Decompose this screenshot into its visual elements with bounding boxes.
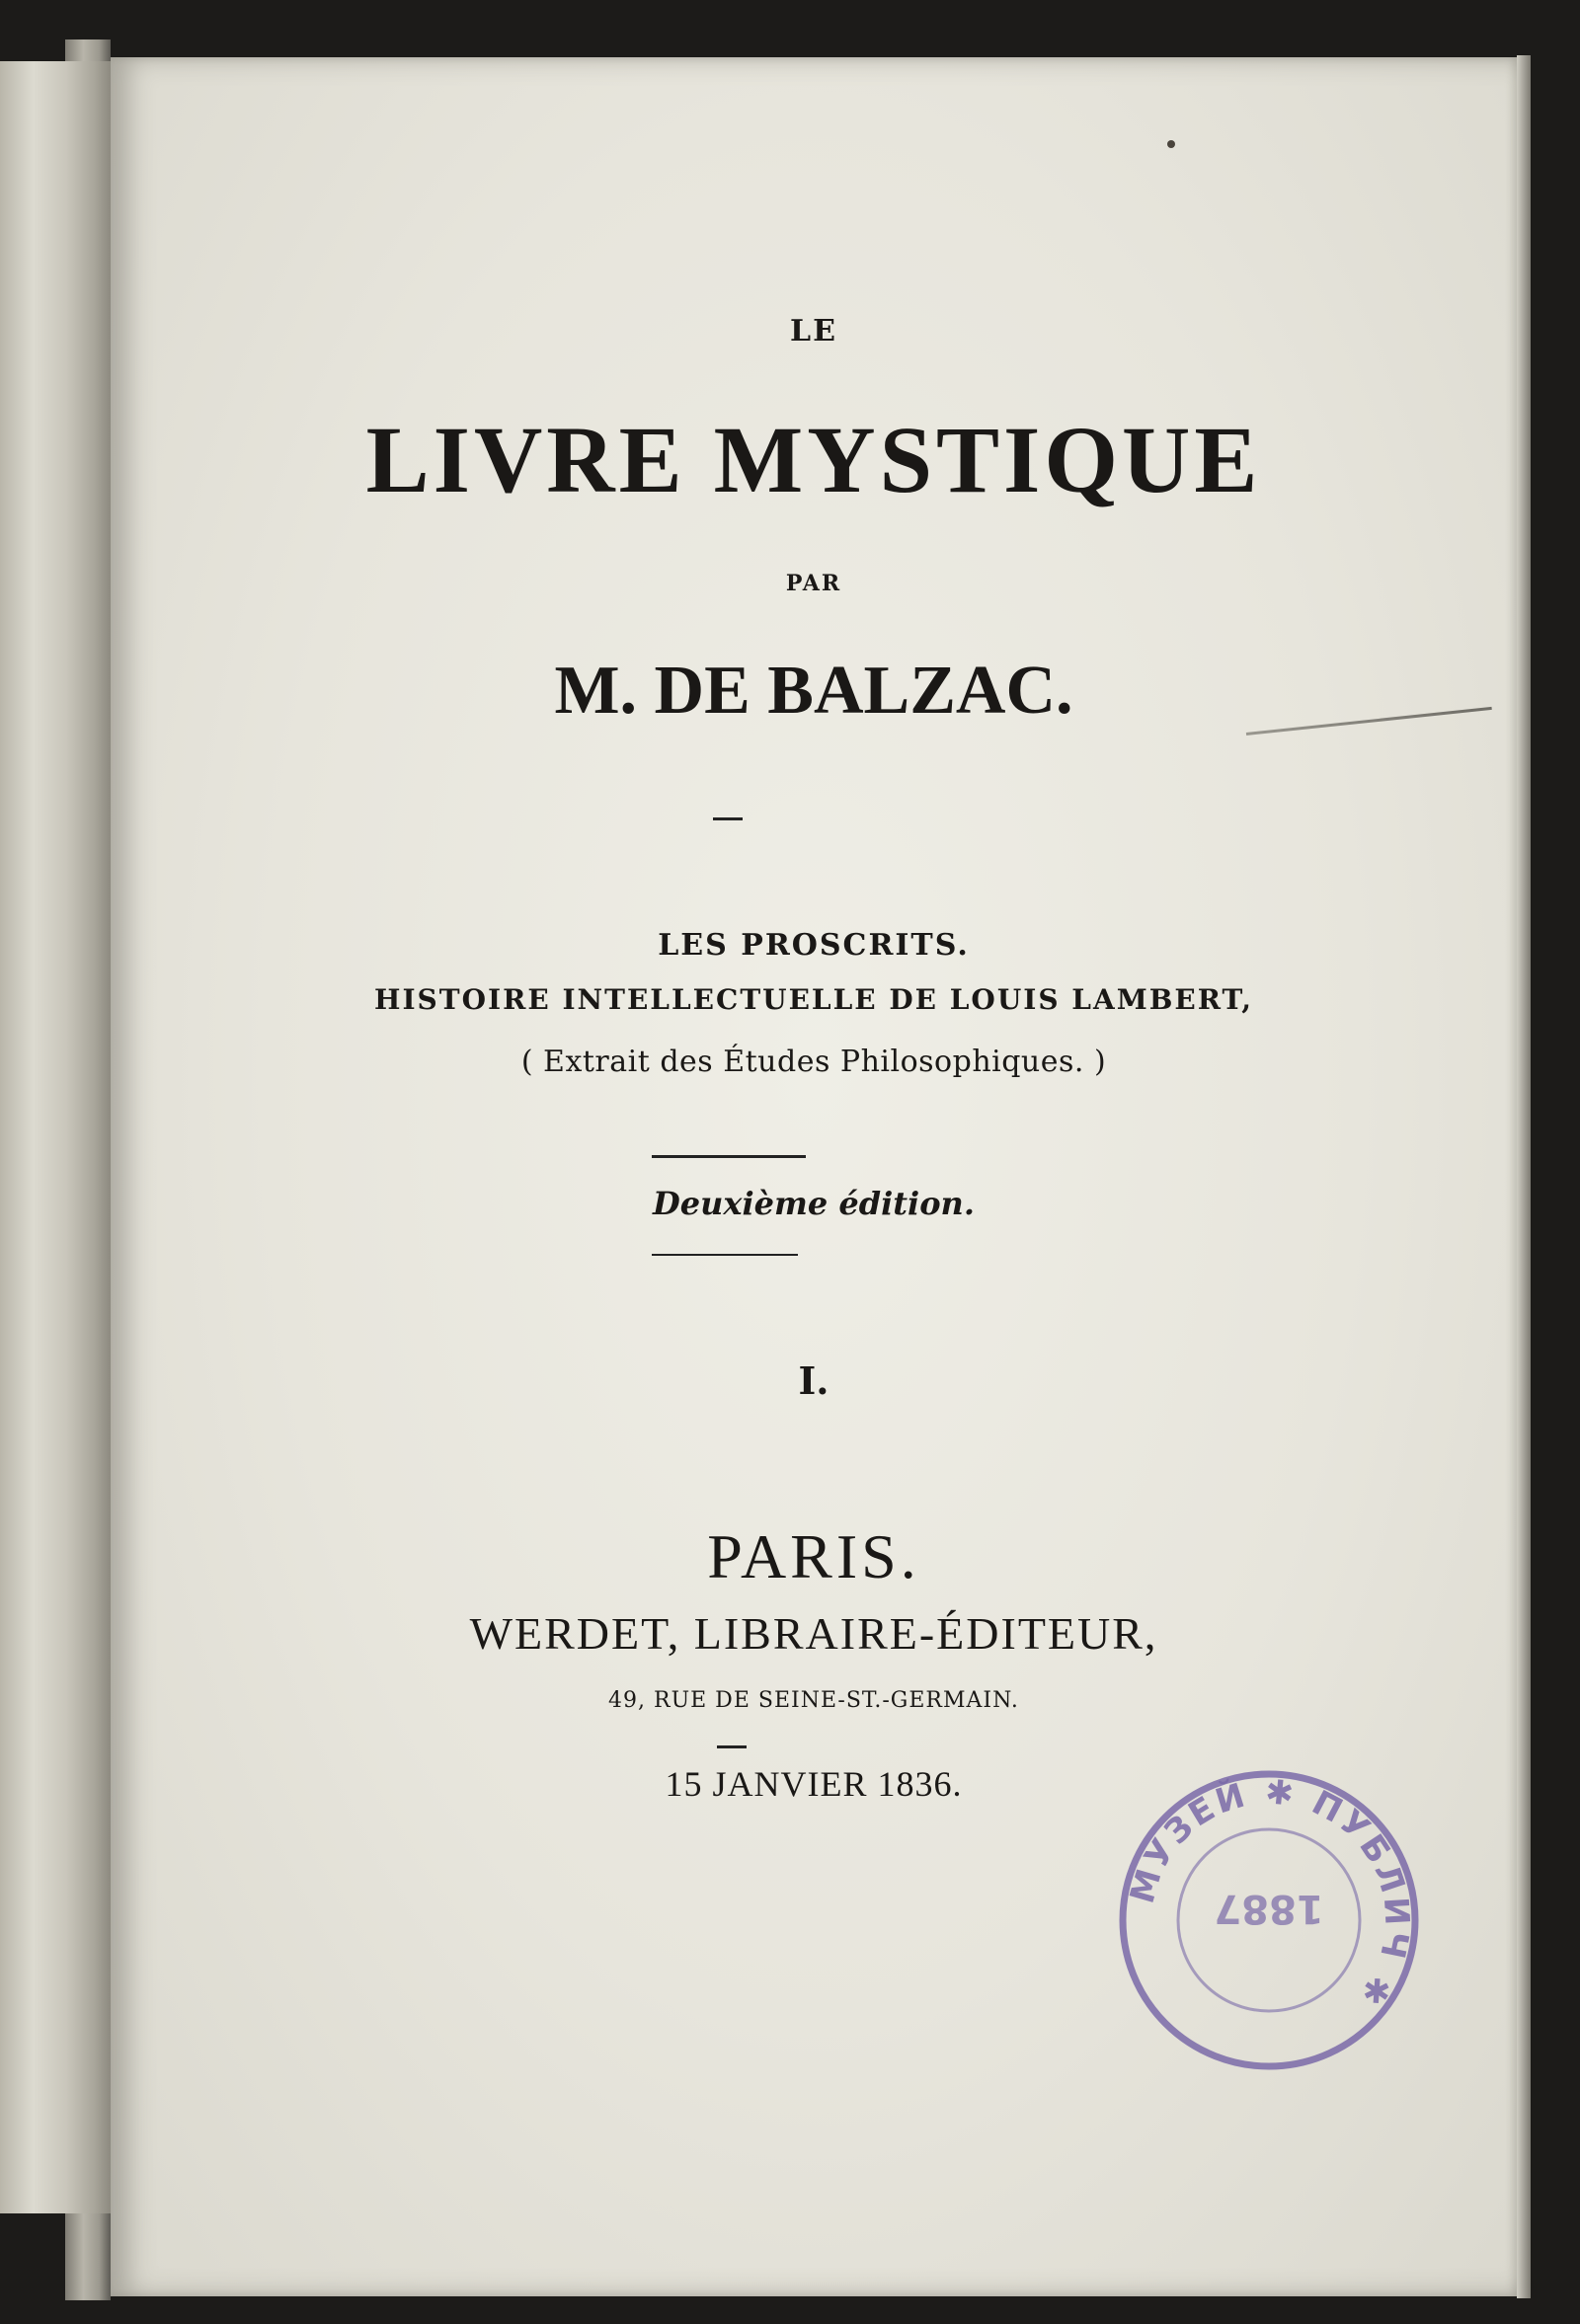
- contents-line-1: LES PROSCRITS.: [658, 928, 970, 963]
- extract-note: ( Extrait des Études Philosophiques. ): [520, 1045, 1107, 1079]
- edition-label: Deuxième édition.: [653, 1185, 975, 1222]
- left-page-edge: [0, 61, 111, 2213]
- contents-line-2: HISTOIRE INTELLECTUELLE DE LOUIS LAMBERT,: [373, 983, 1254, 1016]
- imprint-date: 15 JANVIER 1836.: [665, 1764, 963, 1804]
- ink-spot: [1167, 140, 1175, 148]
- title-article: LE: [790, 314, 837, 349]
- by-line: PAR: [785, 571, 842, 596]
- volume-number: I.: [798, 1358, 830, 1403]
- library-stamp-icon: [1116, 1767, 1422, 2073]
- book-title: LIVRE MYSTIQUE: [365, 407, 1262, 512]
- imprint-city: PARIS.: [707, 1521, 920, 1591]
- right-page-edge: [1517, 55, 1531, 2298]
- divider-rule-top: [652, 1155, 806, 1158]
- imprint-publisher: WERDET, LIBRAIRE-ÉDITEUR,: [469, 1608, 1158, 1659]
- imprint-rule: [717, 1745, 747, 1748]
- svg-text:1887: 1887: [1214, 1886, 1324, 1931]
- imprint-address: 49, RUE DE SEINE-ST.-GERMAIN.: [608, 1688, 1019, 1713]
- divider-rule-bottom: [652, 1254, 798, 1256]
- short-rule: [713, 817, 743, 820]
- svg-text:МУЗЕЙ ✱ ПУБЛИЧ ✱: МУЗЕЙ ✱ ПУБЛИЧ ✱: [1122, 1772, 1417, 2016]
- author-name: M. DE BALZAC.: [554, 653, 1073, 729]
